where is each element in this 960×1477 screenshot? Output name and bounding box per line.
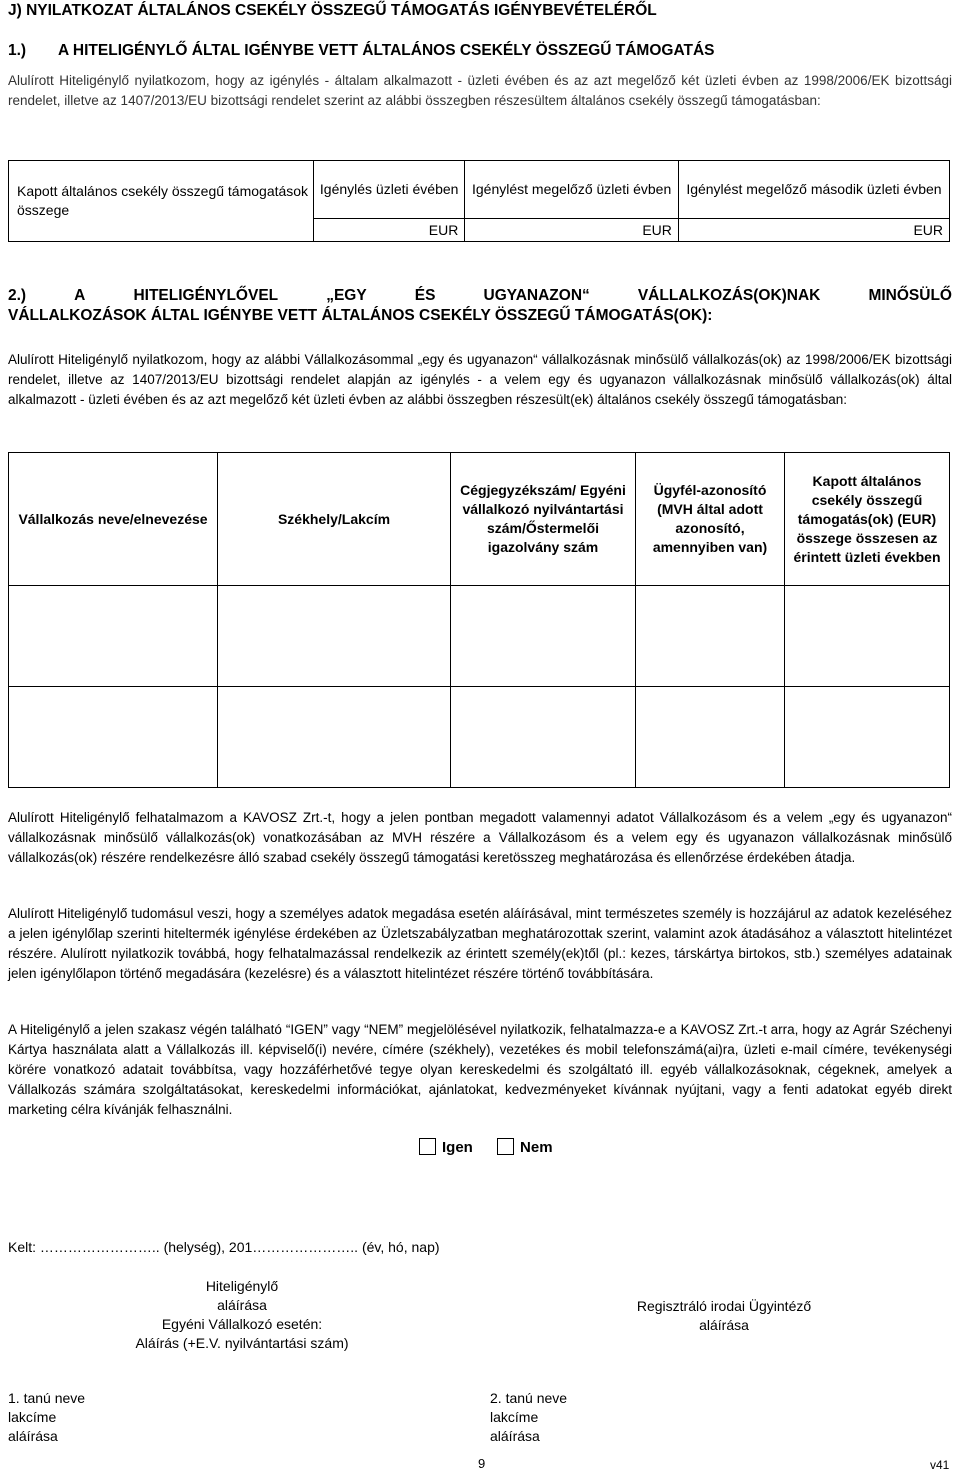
company-name-cell[interactable] <box>9 586 218 687</box>
address-cell[interactable] <box>218 687 451 788</box>
header-second-previous-year: Igénylést megelőző második üzleti évben <box>678 161 949 219</box>
header-registration-number: Cégjegyzékszám/ Egyéni vállalkozó nyilvántartási szám/Őstermelői igazolvány szám <box>451 453 636 586</box>
yes-option[interactable] <box>419 1139 473 1156</box>
client-id-cell[interactable] <box>636 586 785 687</box>
sub1-number: 1.) <box>8 42 27 59</box>
support-amount-table <box>8 160 950 242</box>
yes-label: Igen <box>442 1139 473 1156</box>
company-name-cell[interactable] <box>9 687 218 788</box>
table-row <box>9 687 950 788</box>
unit-label: EUR <box>642 221 672 238</box>
page-number: 9 <box>478 1456 486 1471</box>
witness-1-block: 1. tanú neve lakcíme aláírása <box>8 1390 86 1444</box>
version-label: v41 <box>930 1458 950 1472</box>
applicant-signature-block: Hiteligénylő aláírása Egyéni Vállalkozó esetén: Aláírás (+E.V. nyilvántartási szám) <box>135 1278 349 1351</box>
registration-number-cell[interactable] <box>451 687 636 788</box>
no-label: Nem <box>520 1139 553 1156</box>
total-support-cell[interactable] <box>785 586 950 687</box>
authorization-paragraph: Alulírott Hiteligénylő felhatalmazom a KAVOSZ Zrt.-t, hogy a jelen pontban megadott valamennyi adatot Vállalkozásom és a velem „egy és ugyanazon“ vállalkozásnak minősülő vállalkozás(ok) vonatkozásában az MVH részére a Vállalkozásom és a velem egy és ugyanazon vállalkozásnak minősülő vállalkozás(ok) részére rendelkezésre álló szabad csekély összegű támogatási keretösszeg meghatározása és ellenőrzése érdekében átadja. <box>8 810 952 865</box>
sub2-heading: 2.) A HITELIGÉNYLŐVEL „EGY ÉS UGYANAZON“ VÁLLALKOZÁS(OK)NAK MINŐSÜLŐ VÁLLALKOZÁSOK ÁLTAL IGÉNYBE VETT ÁLTALÁNOS CSEKÉLY ÖSSZEGŰ TÁMOGATÁS(OK): <box>8 287 952 324</box>
sub2-title-line2: VÁLLALKOZÁSOK ÁLTAL IGÉNYBE VETT ÁLTALÁNOS CSEKÉLY ÖSSZEGŰ TÁMOGATÁS(OK): <box>8 307 713 324</box>
data-consent-paragraph: Alulírott Hiteligénylő tudomásul veszi, hogy a személyes adatok megadása esetén aláírásával, mint természetes személy is hozzájárul az adatok kezeléséhez a jelen igénylőlap szerinti hiteltermék igénylése érdekében az Üzletszabályzatban meghatározottak szerint, valamint azok átadásához a választott hitelintézet részére. Alulírott nyilatkozik továbbá, hogy felhatalmazással rendelkezik az érintett személy(ek)től (pl.: kezes, társkártya birtokos, stb.) személyes adatainak jelen igénylőlapon történő megadására (kezelésre) és a választott hitelintézet részére történő továbbítására. <box>8 906 952 981</box>
consent-choice <box>419 1138 573 1156</box>
sub1-heading <box>8 42 952 60</box>
header-client-id: Ügyfél-azonosító (MVH által adott azonosító, amennyiben van) <box>636 453 785 586</box>
no-checkbox[interactable] <box>497 1138 514 1155</box>
witness-2-block: 2. tanú neve lakcíme aláírása <box>490 1390 568 1444</box>
sub1-title: A HITELIGÉNYLŐ ÁLTAL IGÉNYBE VETT ÁLTALÁNOS CSEKÉLY ÖSSZEGŰ TÁMOGATÁS <box>58 42 715 59</box>
section-title: J) NYILATKOZAT ÁLTALÁNOS CSEKÉLY ÖSSZEGŰ TÁMOGATÁS IGÉNYBEVÉTELÉRŐL <box>8 2 657 19</box>
unit-label: EUR <box>428 221 459 238</box>
amount-previous-year-field[interactable] <box>465 218 679 241</box>
yes-checkbox[interactable] <box>419 1138 436 1155</box>
client-id-cell[interactable] <box>636 687 785 788</box>
header-previous-year: Igénylést megelőző üzleti évben <box>465 161 679 219</box>
no-option[interactable] <box>497 1139 553 1156</box>
total-support-cell[interactable] <box>785 687 950 788</box>
registration-number-cell[interactable] <box>451 586 636 687</box>
table-row <box>9 586 950 687</box>
clerk-signature-block: Regisztráló irodai Ügyintéző aláírása <box>636 1298 812 1333</box>
sub2-paragraph: Alulírott Hiteligénylő nyilatkozom, hogy az alábbi Vállalkozásommal „egy és ugyanazon“ vállalkozásnak minősülő vállalkozás(ok) az 1998/2006/EK bizottsági rendelet, illetve az 1407/2013/EU bizottsági rendelet alapján az igénylés - a velem egy és ugyanazon vállalkozásnak minősülő vállalkozás(ok) által alkalmazott - üzleti évében és az azt megelőző két üzleti évben az alábbi összegben részesült(ek) általános csekély összegű támogatásban: <box>8 352 952 407</box>
date-place-line[interactable]: Kelt: …………………….. (helység), 201………………….. (év, hó, nap) <box>8 1239 440 1255</box>
support-amount-label: Kapott általános csekély összegű támogatások összege <box>9 161 314 242</box>
header-company-name: Vállalkozás neve/elnevezése <box>9 453 218 586</box>
linked-enterprises-table <box>8 452 950 788</box>
header-address: Székhely/Lakcím <box>218 453 451 586</box>
amount-current-year-field[interactable] <box>314 218 465 241</box>
header-current-year: Igénylés üzleti évében <box>314 161 465 219</box>
address-cell[interactable] <box>218 586 451 687</box>
marketing-consent-paragraph: A Hiteligénylő a jelen szakasz végén található “IGEN” vagy “NEM” megjelölésével nyilatkozik, felhatalmazza-e a KAVOSZ Zrt.-t arra, hogy az Agrár Széchenyi Kártya használata alatt a Vállalkozás ill. képviselő(i) nevére, címére (székhely), vezetékes és mobil telefonszámá(ai)ra, üzleti e-mail címére, tevékenységi körére vonatkozó adatait továbbítsa, vagy hozzáférhetővé tegye olyan kereskedelmi és szolgáltató ill. egyéb vállalkozásoknak, cégeknek, amelyek a Vállalkozás számára szolgáltatásokat, kereskedelmi információkat, ajánlatokat, kedvezményeket kívánnak nyújtani, vagy a fenti adatokat egyéb direkt marketing célra kívánják felhasználni. <box>8 1022 952 1117</box>
unit-label: EUR <box>913 221 943 238</box>
header-total-support: Kapott általános csekély összegű támogatás(ok) (EUR) összege összesen az érintett üzleti években <box>785 453 950 586</box>
sub1-paragraph: Alulírott Hiteligénylő nyilatkozom, hogy az igénylés - általam alkalmazott - üzleti évében és az azt megelőző két üzleti évben az 1998/2006/EK bizottsági rendelet, illetve az 1407/2013/EU bizottsági rendelet szerint az alábbi összegben részesültem általános csekély összegű támogatásban: <box>8 73 952 108</box>
amount-second-previous-year-field[interactable] <box>678 218 949 241</box>
